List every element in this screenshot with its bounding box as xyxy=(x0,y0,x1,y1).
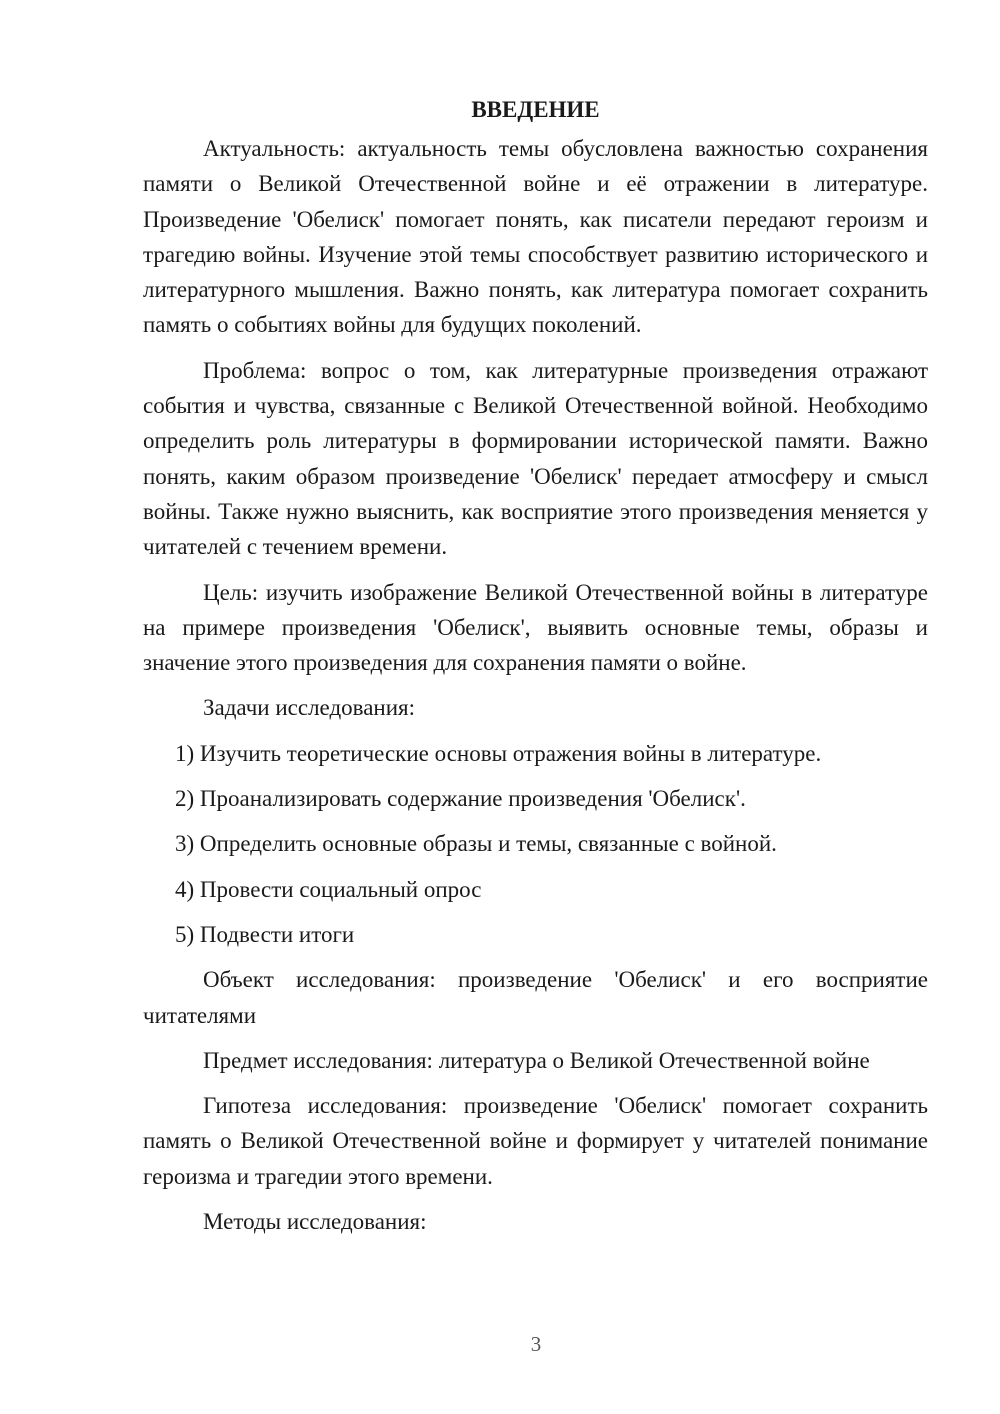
subject-paragraph: Предмет исследования: литература о Великой Отечественной войне xyxy=(203,1047,870,1073)
document-page xyxy=(143,92,928,1249)
task-item: 1) Изучить теоретические основы отражения войны в литературе. xyxy=(175,740,822,766)
tasks-heading: Задачи исследования: xyxy=(203,695,416,721)
task-item: 3) Определить основные образы и темы, связанные с войной. xyxy=(175,831,777,857)
problem-paragraph: Проблема: вопрос о том, как литературные произведения отражают события и чувства, связанные с Великой Отечественной войной. Необходимо определить роль литературы в формировании исторической памяти. Важно понять, каким образом произведение 'Обелиск' передает атмосферу и смысл войны. Также нужно выяснить, как восприятие этого произведения меняется у читателей с течением времени. xyxy=(143,357,928,560)
object-paragraph: Объект исследования: произведение 'Обелиск' и его восприятие читателями xyxy=(143,967,928,1028)
goal-paragraph: Цель: изучить изображение Великой Отечественной войны в литературе на примере произведения 'Обелиск', выявить основные темы, образы и значение этого произведения для сохранения памяти о войне. xyxy=(143,579,928,676)
task-item: 5) Подвести итоги xyxy=(175,921,355,947)
page-number: 3 xyxy=(530,1332,542,1356)
relevance-paragraph: Актуальность: актуальность темы обусловлена важностью сохранения памяти о Великой Отечественной войне и её отражении в литературе. Произведение 'Обелиск' помогает понять, как писатели передают героизм и трагедию войны. Изучение этой темы способствует развитию исторического и литературного мышления. Важно понять, как литература помогает сохранить память о событиях войны для будущих поколений. xyxy=(143,136,928,338)
task-item: 4) Провести социальный опрос xyxy=(175,876,482,902)
page-title: ВВЕДЕНИЕ xyxy=(471,97,600,122)
methods-heading: Методы исследования: xyxy=(203,1209,427,1235)
hypothesis-paragraph: Гипотеза исследования: произведение 'Обелиск' помогает сохранить память о Великой Отечественной войне и формирует у читателей понимание героизма и трагедии этого времени. xyxy=(143,1093,928,1189)
task-item: 2) Проанализировать содержание произведения 'Обелиск'. xyxy=(175,786,746,812)
